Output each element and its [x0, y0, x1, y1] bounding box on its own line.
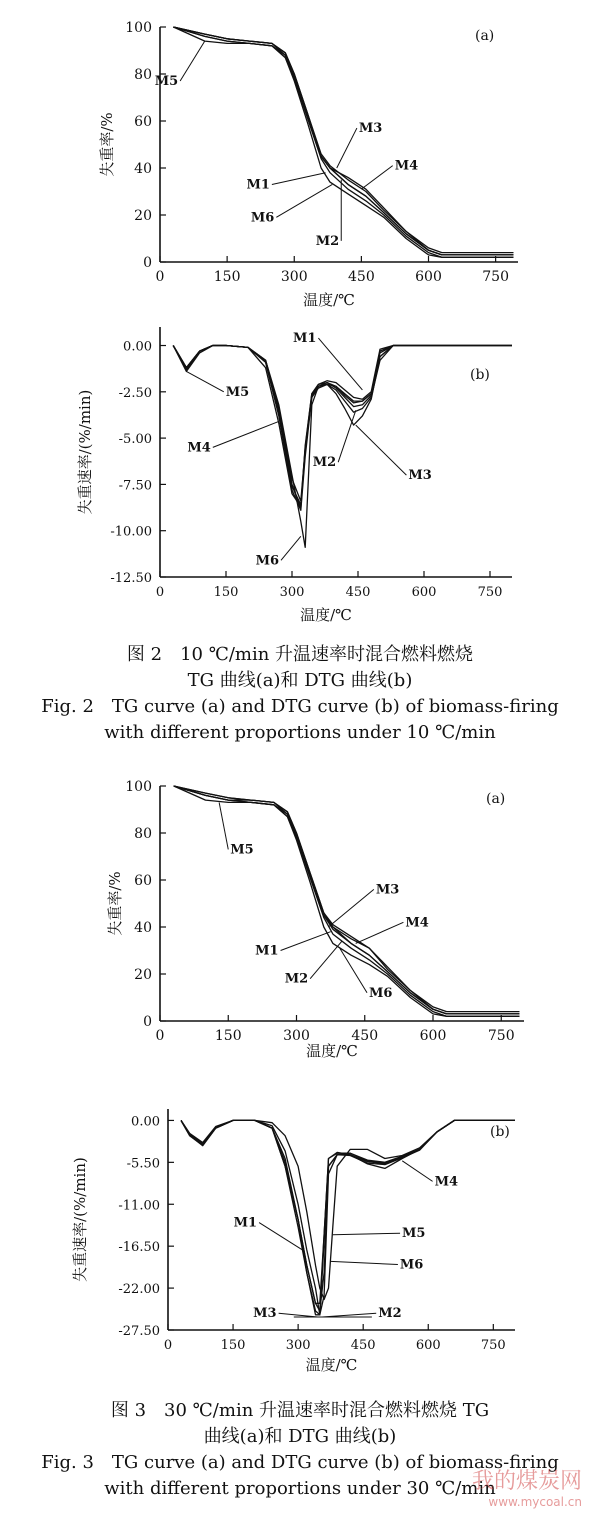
x-tick-label: 300 — [279, 585, 305, 600]
series-label: M3 — [253, 1306, 277, 1322]
leader-line — [331, 1261, 398, 1264]
series-label: M5 — [154, 74, 179, 90]
series-label: M2 — [315, 233, 340, 249]
fig2-caption-cn-2: TG 曲线(a)和 DTG 曲线(b) — [187, 670, 413, 691]
panel-label: (a) — [486, 791, 506, 807]
y-tick-label: -10.00 — [110, 524, 152, 540]
fig2b-chart — [0, 318, 600, 633]
series-line-m4 — [173, 27, 513, 253]
series-line-m3 — [181, 1120, 515, 1314]
leader-line — [337, 128, 357, 168]
x-tick-label: 300 — [285, 1338, 311, 1353]
series-label: M4 — [394, 158, 419, 174]
panel-label: (a) — [475, 28, 495, 44]
y-tick-label: 0 — [143, 1014, 152, 1030]
series-line-m5 — [174, 786, 520, 1014]
series-label: M1 — [246, 177, 270, 193]
x-tick-label: 450 — [351, 1028, 379, 1044]
series-label: M6 — [399, 1257, 424, 1273]
series-line-m2 — [181, 1120, 515, 1311]
series-label: M3 — [375, 882, 400, 898]
y-tick-label: 60 — [134, 873, 152, 889]
leader-line — [272, 173, 326, 185]
series-label: M5 — [225, 384, 250, 400]
watermark-main: 我的煤炭网 — [471, 1469, 582, 1494]
x-tick-label: 450 — [350, 1338, 376, 1353]
y-axis-label: 失重速率/(%/min) — [76, 389, 94, 515]
y-tick-label: 20 — [134, 967, 152, 983]
fig3-caption-en-1: Fig. 3 TG curve (a) and DTG curve (b) of biomass-firing — [41, 1452, 559, 1473]
series-line-m2 — [173, 27, 513, 257]
y-tick-label: 0 — [143, 255, 152, 271]
leader-line — [310, 941, 342, 979]
series-line-m5 — [181, 1120, 515, 1299]
x-tick-label: 300 — [280, 269, 308, 285]
watermark-sub: www.mycoal.cn — [488, 1495, 582, 1509]
series-line-m6 — [174, 786, 520, 1016]
leader-line — [180, 41, 205, 81]
x-tick-label: 450 — [345, 585, 371, 600]
x-tick-label: 300 — [283, 1028, 310, 1044]
series-line-m1 — [173, 27, 513, 255]
series-line-m3 — [173, 346, 512, 505]
fig3-caption-en-2: with different proportions under 30 ℃/min — [104, 1478, 496, 1499]
x-tick-label: 0 — [155, 585, 165, 600]
x-tick-label: 0 — [155, 1028, 165, 1044]
series-label: M2 — [378, 1306, 402, 1322]
y-tick-label: -11.00 — [118, 1198, 160, 1214]
x-tick-label: 750 — [480, 1338, 506, 1353]
x-tick-label: 750 — [477, 585, 503, 600]
series-line-m6 — [181, 1120, 515, 1314]
panel-label: (b) — [490, 1124, 510, 1140]
y-axis-label: 失重速率/(%/min) — [71, 1157, 89, 1282]
leader-line — [338, 410, 356, 462]
panel-label: (b) — [470, 367, 490, 383]
fig2-caption-cn-1: 图 2 10 ℃/min 升温速率时混合燃料燃烧 — [126, 644, 474, 665]
leader-line — [322, 1313, 376, 1317]
fig3-caption-cn-1: 图 3 30 ℃/min 升温速率时混合燃料燃烧 TG — [110, 1400, 490, 1421]
x-tick-label: 750 — [487, 1028, 515, 1044]
y-tick-label: 80 — [134, 826, 152, 842]
series-line-m3 — [174, 786, 520, 1014]
x-tick-label: 0 — [155, 269, 165, 285]
y-tick-label: -2.50 — [118, 385, 152, 401]
y-axis-label: 失重率/% — [106, 871, 124, 936]
y-tick-label: -5.50 — [126, 1156, 160, 1172]
series-line-m1 — [174, 786, 520, 1014]
site-watermark — [472, 1464, 582, 1509]
leader-line — [361, 166, 392, 190]
series-label: M6 — [250, 210, 275, 226]
x-axis-label: 温度/℃ — [306, 1042, 358, 1060]
series-label: M5 — [230, 842, 254, 858]
series-line-m1 — [173, 346, 512, 509]
leader-line — [219, 802, 228, 849]
series-label: M1 — [292, 331, 317, 347]
y-tick-label: -16.50 — [118, 1240, 160, 1256]
x-tick-label: 600 — [411, 585, 437, 600]
series-label: M4 — [187, 440, 211, 456]
series-line-m2 — [173, 346, 512, 511]
series-label: M6 — [255, 553, 279, 569]
y-tick-label: 80 — [134, 67, 152, 83]
leader-line — [186, 371, 223, 391]
x-tick-label: 150 — [220, 1338, 246, 1353]
series-label: M5 — [402, 1226, 426, 1242]
series-line-m4 — [174, 786, 520, 1012]
series-line-m5 — [173, 27, 513, 255]
series-label: M2 — [284, 971, 309, 987]
x-tick-label: 150 — [213, 585, 239, 600]
series-line-m5 — [173, 346, 512, 502]
leader-line — [356, 425, 407, 475]
y-tick-label: -27.50 — [118, 1324, 160, 1339]
leader-line — [281, 536, 301, 560]
leader-line — [328, 889, 374, 927]
y-tick-label: 60 — [134, 114, 152, 130]
fig2-caption — [0, 642, 600, 746]
leader-line — [213, 421, 279, 447]
leader-line — [340, 948, 367, 993]
x-axis-label: 温度/℃ — [303, 291, 355, 309]
leader-line — [276, 184, 332, 217]
leader-line — [281, 932, 331, 951]
y-tick-label: -5.00 — [118, 432, 152, 448]
series-label: M3 — [358, 121, 383, 137]
fig3a-chart — [0, 768, 600, 1068]
series-line-m6 — [173, 27, 513, 257]
y-axis-label: 失重率/% — [98, 112, 116, 177]
series-line-m3 — [173, 27, 513, 255]
y-tick-label: 0.00 — [131, 1114, 160, 1130]
x-tick-label: 0 — [163, 1338, 173, 1353]
x-tick-label: 150 — [213, 269, 241, 285]
series-line-m4 — [173, 346, 512, 507]
y-tick-label: 40 — [134, 920, 152, 936]
fig3-caption-cn-2: 曲线(a)和 DTG 曲线(b) — [203, 1426, 397, 1447]
x-tick-label: 600 — [415, 1338, 441, 1353]
series-label: M4 — [405, 915, 429, 931]
series-label: M2 — [312, 455, 337, 471]
leader-line — [402, 1161, 432, 1182]
x-axis-label: 温度/℃ — [305, 1356, 358, 1374]
fig2a-chart — [0, 0, 600, 315]
leader-line — [333, 1233, 400, 1235]
x-tick-label: 600 — [415, 269, 442, 285]
fig2-caption-en-1: Fig. 2 TG curve (a) and DTG curve (b) of biomass-firing — [41, 696, 559, 717]
x-tick-label: 450 — [348, 269, 375, 285]
y-tick-label: -22.00 — [118, 1282, 160, 1298]
fig2-caption-en-2: with different proportions under 10 ℃/min — [104, 722, 496, 743]
y-tick-label: -7.50 — [118, 478, 152, 494]
y-tick-label: 100 — [125, 20, 152, 36]
x-tick-label: 150 — [214, 1028, 242, 1044]
series-label: M1 — [255, 943, 279, 959]
series-line-m6 — [173, 346, 512, 548]
series-label: M3 — [408, 468, 432, 484]
y-tick-label: 100 — [125, 779, 152, 795]
leader-line — [356, 922, 404, 943]
series-label: M4 — [434, 1174, 459, 1190]
series-line-m2 — [174, 786, 520, 1016]
x-tick-label: 600 — [419, 1028, 447, 1044]
series-label: M1 — [233, 1215, 258, 1231]
y-tick-label: 0.00 — [123, 339, 152, 355]
leader-line — [279, 1313, 318, 1317]
x-axis-label: 温度/℃ — [300, 606, 352, 624]
series-line-m4 — [181, 1120, 515, 1303]
y-tick-label: 20 — [134, 208, 152, 224]
series-label: M6 — [369, 985, 393, 1001]
fig3b-chart — [0, 1080, 600, 1400]
y-tick-label: -12.50 — [110, 571, 152, 586]
leader-line — [259, 1223, 302, 1250]
y-tick-label: 40 — [134, 161, 152, 177]
series-line-m1 — [181, 1120, 515, 1314]
x-tick-label: 750 — [482, 269, 509, 285]
